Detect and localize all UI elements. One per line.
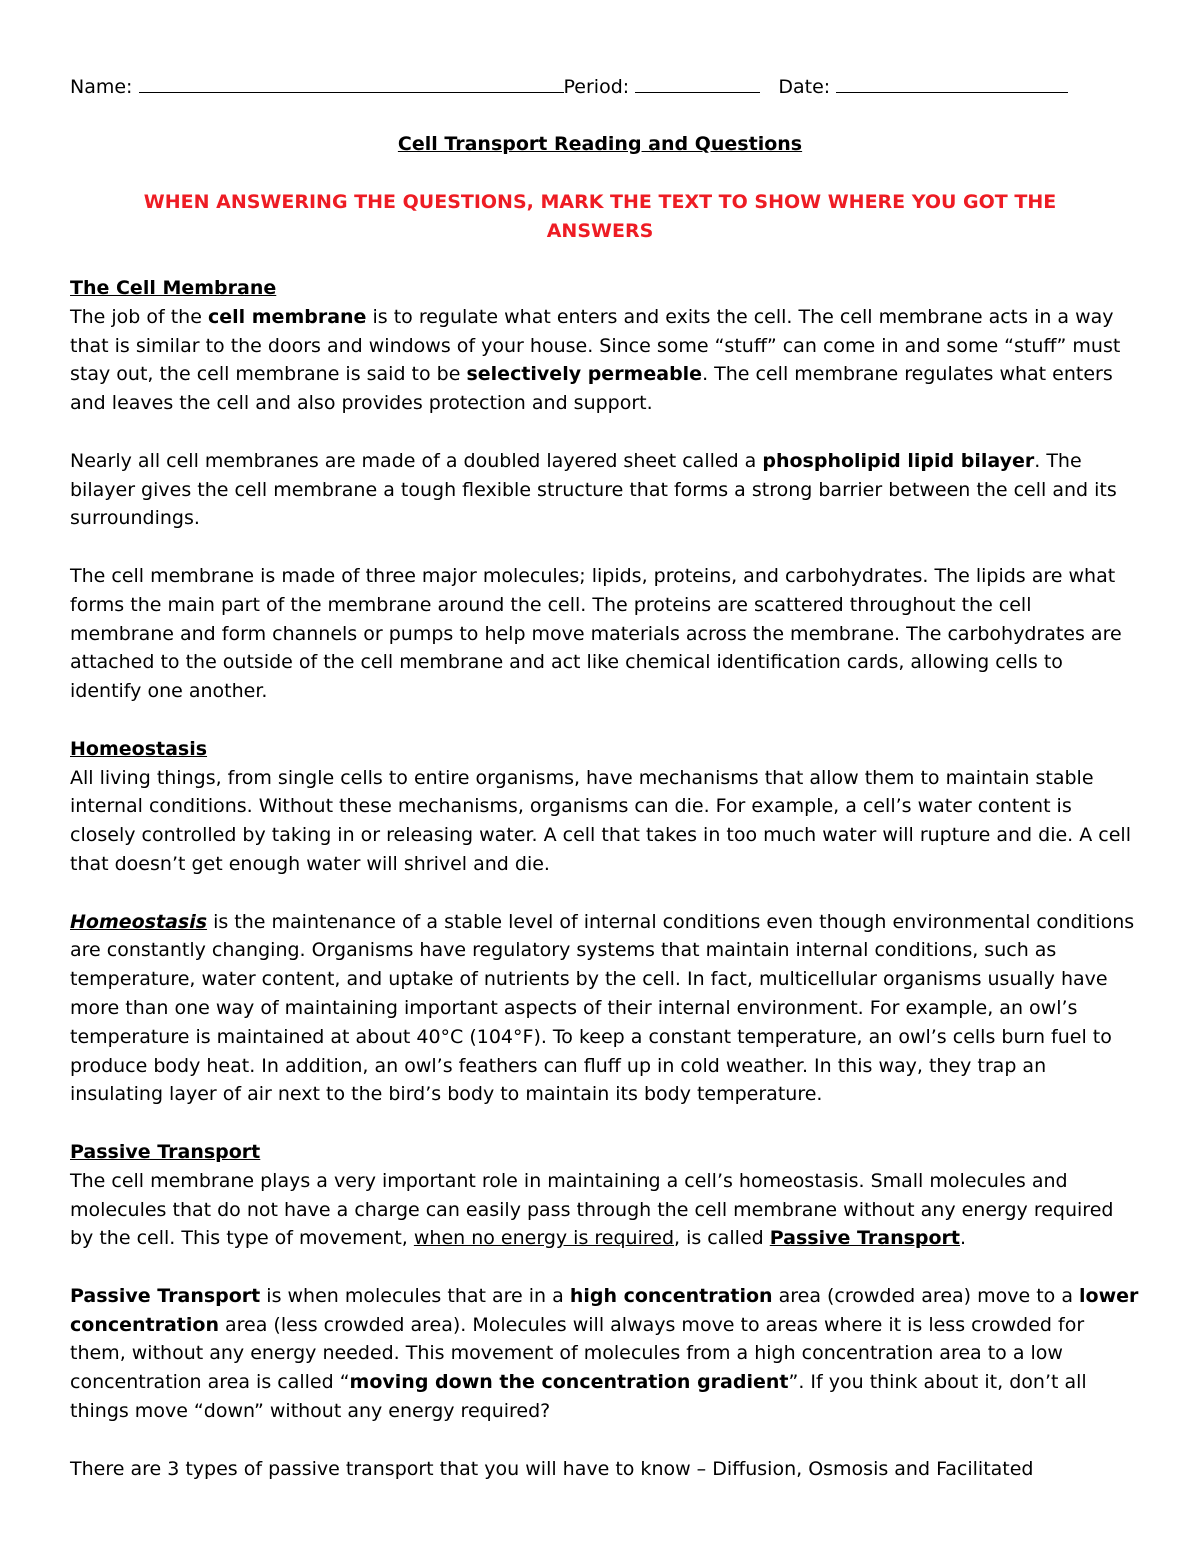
term-homeostasis: Homeostasis — [70, 910, 208, 933]
paragraph-passive-transport-1: The cell membrane plays a very important role in maintaining a cell’s homeostasis. Small molecules and molecules that do not have a charge can easily pass through the cell membrane without any energy required by the cell. This type of movement, when no energy is required, is called Passive Transport. — [70, 1169, 1114, 1250]
term-high-concentration: high concentration — [569, 1284, 773, 1307]
term-passive-transport: Passive Transport — [769, 1227, 961, 1250]
paragraph-homeostasis-2: Homeostasis is the maintenance of a stable level of internal conditions even though environmental conditions are constantly changing. Organisms have regulatory systems that maintain internal conditions, such as temperature, water content, and uptake of nutrients by the cell. In fact, multicellular organisms usually have more than one way of maintaining important aspects of their internal environment. For example, an owl’s temperature is maintained at about 40°C (104°F). To keep a constant temperature, an owl’s cells burn fuel to produce body heat. In addition, an owl’s feathers can fluff up in cold weather. In this way, they trap an insulating layer of air next to the bird’s body to maintain its body temperature. — [70, 910, 1135, 1106]
phrase-no-energy: when no energy is required — [413, 1227, 675, 1250]
page-title: Cell Transport Reading and Questions — [397, 133, 803, 155]
paragraph-passive-transport-3: There are 3 types of passive transport that you will have to know – Diffusion, Osmosis and Facilitated — [70, 1457, 1034, 1480]
term-lower-concentration: lower concentration — [70, 1284, 1139, 1336]
paragraph-cell-membrane-2: Nearly all cell membranes are made of a doubled layered sheet called a phospholipid lipid bilayer. The bilayer gives the cell membrane a tough flexible structure that forms a strong barrier between the cell and its surroundings. — [70, 449, 1117, 530]
term-cell-membrane: cell membrane — [207, 305, 367, 328]
section-heading-cell-membrane: The Cell Membrane — [70, 277, 277, 299]
section-heading-passive-transport: Passive Transport — [70, 1140, 261, 1163]
instruction-text: WHEN ANSWERING THE QUESTIONS, MARK THE TEXT TO SHOW WHERE YOU GOT THE ANSWERS — [143, 191, 1057, 242]
date-label: Date: — [778, 76, 831, 98]
term-concentration-gradient: moving down the concentration gradient — [349, 1371, 789, 1394]
term-selectively-permeable: selectively permeable — [466, 363, 703, 386]
reading-content — [70, 274, 1140, 1483]
section-heading-homeostasis: Homeostasis — [70, 737, 208, 760]
term-phospholipid-bilayer: phospholipid lipid bilayer — [762, 449, 1035, 472]
paragraph-cell-membrane-3: The cell membrane is made of three major molecules; lipids, proteins, and carbohydrates. The lipids are what forms the main part of the membrane around the cell. The proteins are scattered throughout the cell membrane and form channels or pumps to help move materials across the membrane. The carbohydrates are attached to the outside of the cell membrane and act like chemical identification cards, allowing cells to identify one another. — [70, 564, 1122, 703]
name-blank[interactable] — [139, 74, 564, 93]
paragraph-passive-transport-2: Passive Transport is when molecules that are in a high concentration area (crowded area) move to a lower concentration area (less crowded area). Molecules will always move to areas where it is less crowded for them, without any energy needed. This movement of molecules from a high concentration area to a low concentration area is called “moving down the concentration gradient”. If you think about it, don’t all things move “down” without any energy required? — [70, 1284, 1139, 1423]
period-label: Period: — [563, 76, 630, 98]
period-blank[interactable] — [635, 74, 760, 93]
name-label: Name: — [70, 76, 133, 98]
date-blank[interactable] — [836, 74, 1068, 93]
student-info-line — [70, 74, 1130, 100]
paragraph-homeostasis-1: All living things, from single cells to entire organisms, have mechanisms that allow them to maintain stable internal conditions. Without these mechanisms, organisms can die. For example, a cell’s water content is closely controlled by taking in or releasing water. A cell that takes in too much water will rupture and die. A cell that doesn’t get enough water will shrivel and die. — [70, 766, 1131, 875]
paragraph-cell-membrane-1: The job of the cell membrane is to regulate what enters and exits the cell. The cell membrane acts in a way that is similar to the doors and windows of your house. Since some “stuff” can come in and some “stuff” must stay out, the cell membrane is said to be selectively permeable. The cell membrane regulates what enters and leaves the cell and also provides protection and support. — [70, 305, 1121, 415]
